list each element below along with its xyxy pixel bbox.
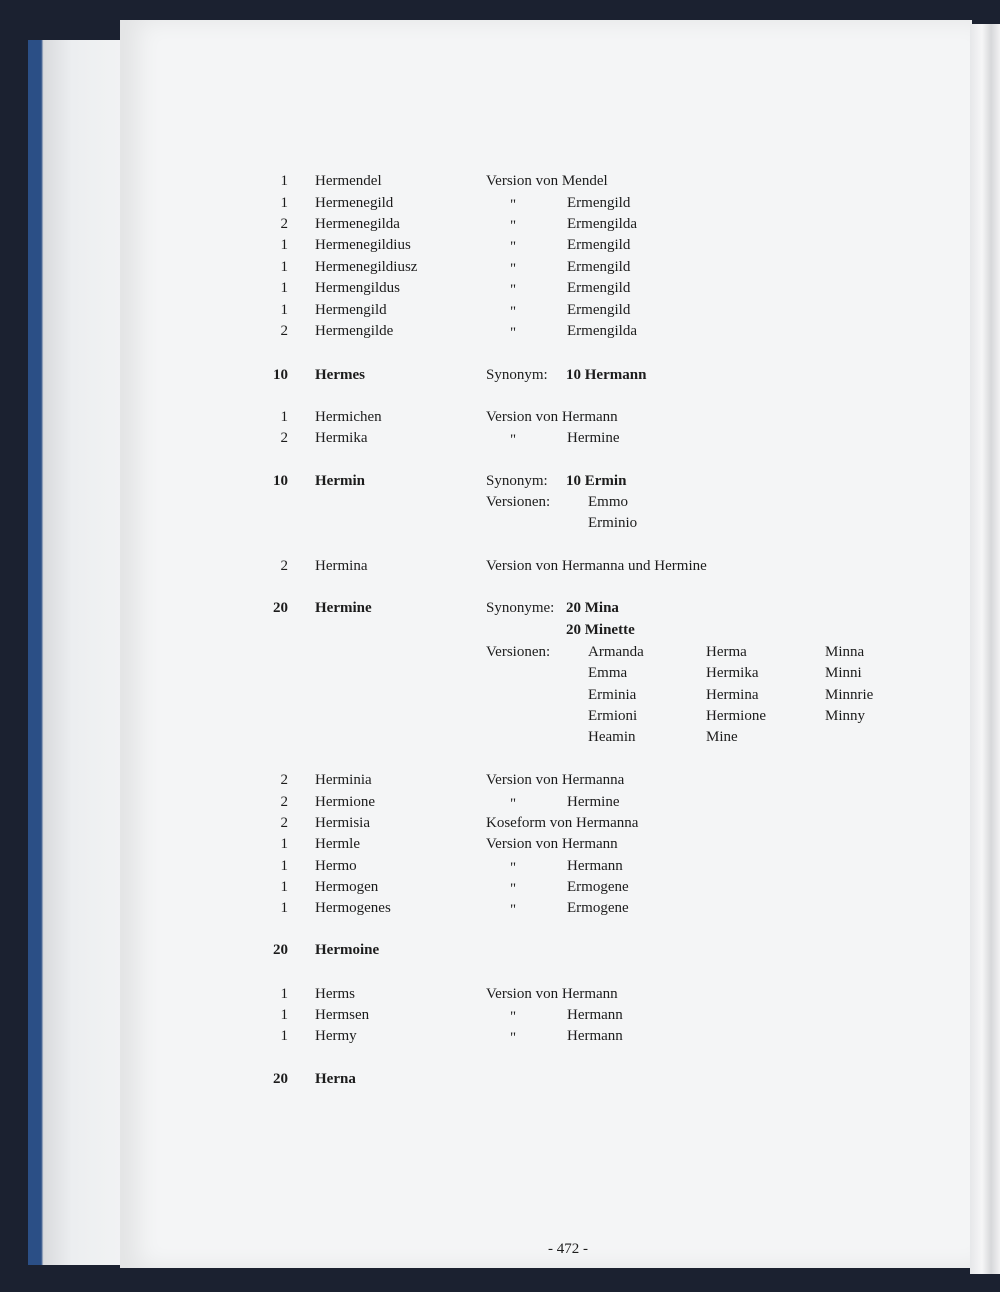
entry-count: 10 [273, 473, 288, 489]
entry-count: 1 [280, 858, 288, 874]
entry-variant: Hermine [567, 794, 620, 810]
entry-count: 2 [280, 558, 288, 574]
entry-variant: Emma [588, 665, 628, 681]
entry-variant: Herma [706, 644, 747, 660]
entry-description: " [510, 261, 517, 277]
facing-page-edge [970, 24, 1000, 1274]
entry-name: Hermes [315, 367, 365, 383]
entry-variant: Heamin [588, 729, 636, 745]
entry-count: 2 [280, 772, 288, 788]
entry-description: Version von Hermann [486, 409, 618, 425]
entry-variant: Armanda [588, 644, 644, 660]
entry-count: 20 [273, 600, 288, 616]
entry-variant: 20 Mina [566, 600, 619, 616]
entry-description: Synonym: [486, 473, 548, 489]
entry-name: Hermy [315, 1028, 357, 1044]
entry-description: " [510, 325, 517, 341]
entry-count: 1 [280, 280, 288, 296]
entry-variant: 20 Minette [566, 622, 635, 638]
entry-count: 2 [280, 815, 288, 831]
entry-description: Koseform von Hermanna [486, 815, 639, 831]
entry-variant: Minni [825, 665, 862, 681]
entry-description: " [510, 1030, 517, 1046]
entry-variant: Ermengild [567, 280, 631, 296]
entry-name: Hermenegilda [315, 216, 400, 232]
entry-count: 1 [280, 173, 288, 189]
entry-description: Versionen: [486, 494, 551, 510]
entry-variant: Ermengild [567, 195, 631, 211]
entry-name: Hermin [315, 473, 365, 489]
entry-description: " [510, 218, 517, 234]
entry-description: " [510, 1009, 517, 1025]
entry-description: " [510, 197, 517, 213]
entry-name: Hermione [315, 794, 375, 810]
entry-description: " [510, 282, 517, 298]
entry-name: Hermina [315, 558, 368, 574]
entry-count: 1 [280, 409, 288, 425]
entry-description: Version von Mendel [486, 173, 608, 189]
entry-name: Hermoine [315, 942, 380, 958]
entry-variant: Minnrie [825, 687, 874, 703]
entry-description: Versionen: [486, 644, 551, 660]
entry-variant: Ermengilda [567, 216, 637, 232]
entry-count: 2 [280, 216, 288, 232]
entry-description: " [510, 860, 517, 876]
entry-count: 1 [280, 237, 288, 253]
entry-variant: Hermine [567, 430, 620, 446]
entry-count: 2 [280, 794, 288, 810]
entry-count: 2 [280, 323, 288, 339]
entry-variant: Hermann [567, 1007, 623, 1023]
entry-count: 1 [280, 836, 288, 852]
entry-count: 10 [273, 367, 288, 383]
entry-name: Hermogen [315, 879, 379, 895]
entry-variant: Ermengilda [567, 323, 637, 339]
entry-name: Hermsen [315, 1007, 370, 1023]
entry-variant: Hermione [706, 708, 766, 724]
entry-description: " [510, 796, 517, 812]
entry-count: 1 [280, 1007, 288, 1023]
entry-description: " [510, 432, 517, 448]
entry-description: Version von Hermanna [486, 772, 625, 788]
entry-name: Hermle [315, 836, 360, 852]
entry-name: Herna [315, 1071, 356, 1087]
entry-description: Version von Hermann [486, 836, 618, 852]
entry-name: Hermika [315, 430, 368, 446]
entry-count: 1 [280, 900, 288, 916]
entry-variant: Ermogene [567, 879, 629, 895]
entry-variant: Emmo [588, 494, 628, 510]
entry-description: " [510, 304, 517, 320]
entry-count: 1 [280, 986, 288, 1002]
entry-name: Hermengilde [315, 323, 394, 339]
entry-variant: Erminio [588, 515, 638, 531]
entry-count: 2 [280, 430, 288, 446]
entry-description: " [510, 902, 517, 918]
entry-name: Herminia [315, 772, 372, 788]
entry-description: Version von Hermanna und Hermine [486, 558, 707, 574]
entry-variant: 10 Hermann [566, 367, 647, 383]
entry-count: 1 [280, 879, 288, 895]
entry-variant: 10 Ermin [566, 473, 627, 489]
entry-variant: Minna [825, 644, 865, 660]
entry-name: Hermine [315, 600, 372, 616]
entry-name: Hermichen [315, 409, 382, 425]
entry-variant: Hermina [706, 687, 759, 703]
entry-name: Hermo [315, 858, 357, 874]
entry-name: Hermenegild [315, 195, 394, 211]
entry-variant: Ermogene [567, 900, 629, 916]
entry-name: Hermengildus [315, 280, 400, 296]
entry-count: 1 [280, 1028, 288, 1044]
entry-name: Hermogenes [315, 900, 391, 916]
entry-description: Synonyme: [486, 600, 555, 616]
entry-description: Version von Hermann [486, 986, 618, 1002]
entry-variant: Hermika [706, 665, 759, 681]
entry-name: Hermenegildiusz [315, 259, 418, 275]
entry-description: " [510, 239, 517, 255]
entry-name: Herms [315, 986, 355, 1002]
entry-variant: Ermengild [567, 302, 631, 318]
entry-name: Hermisia [315, 815, 370, 831]
entry-count: 1 [280, 195, 288, 211]
entry-variant: Hermann [567, 1028, 623, 1044]
entry-variant: Ermengild [567, 259, 631, 275]
entry-name: Hermendel [315, 173, 382, 189]
entry-variant: Erminia [588, 687, 637, 703]
entry-count: 20 [273, 1071, 288, 1087]
entry-variant: Ermengild [567, 237, 631, 253]
page-number: - 472 - [548, 1241, 588, 1257]
entry-description: Synonym: [486, 367, 548, 383]
entry-variant: Hermann [567, 858, 623, 874]
entry-count: 1 [280, 259, 288, 275]
entry-name: Hermenegildius [315, 237, 411, 253]
entry-variant: Mine [706, 729, 738, 745]
entry-name: Hermengild [315, 302, 387, 318]
entry-count: 1 [280, 302, 288, 318]
entry-description: " [510, 881, 517, 897]
entry-variant: Ermioni [588, 708, 638, 724]
entry-variant: Minny [825, 708, 866, 724]
entry-count: 20 [273, 942, 288, 958]
